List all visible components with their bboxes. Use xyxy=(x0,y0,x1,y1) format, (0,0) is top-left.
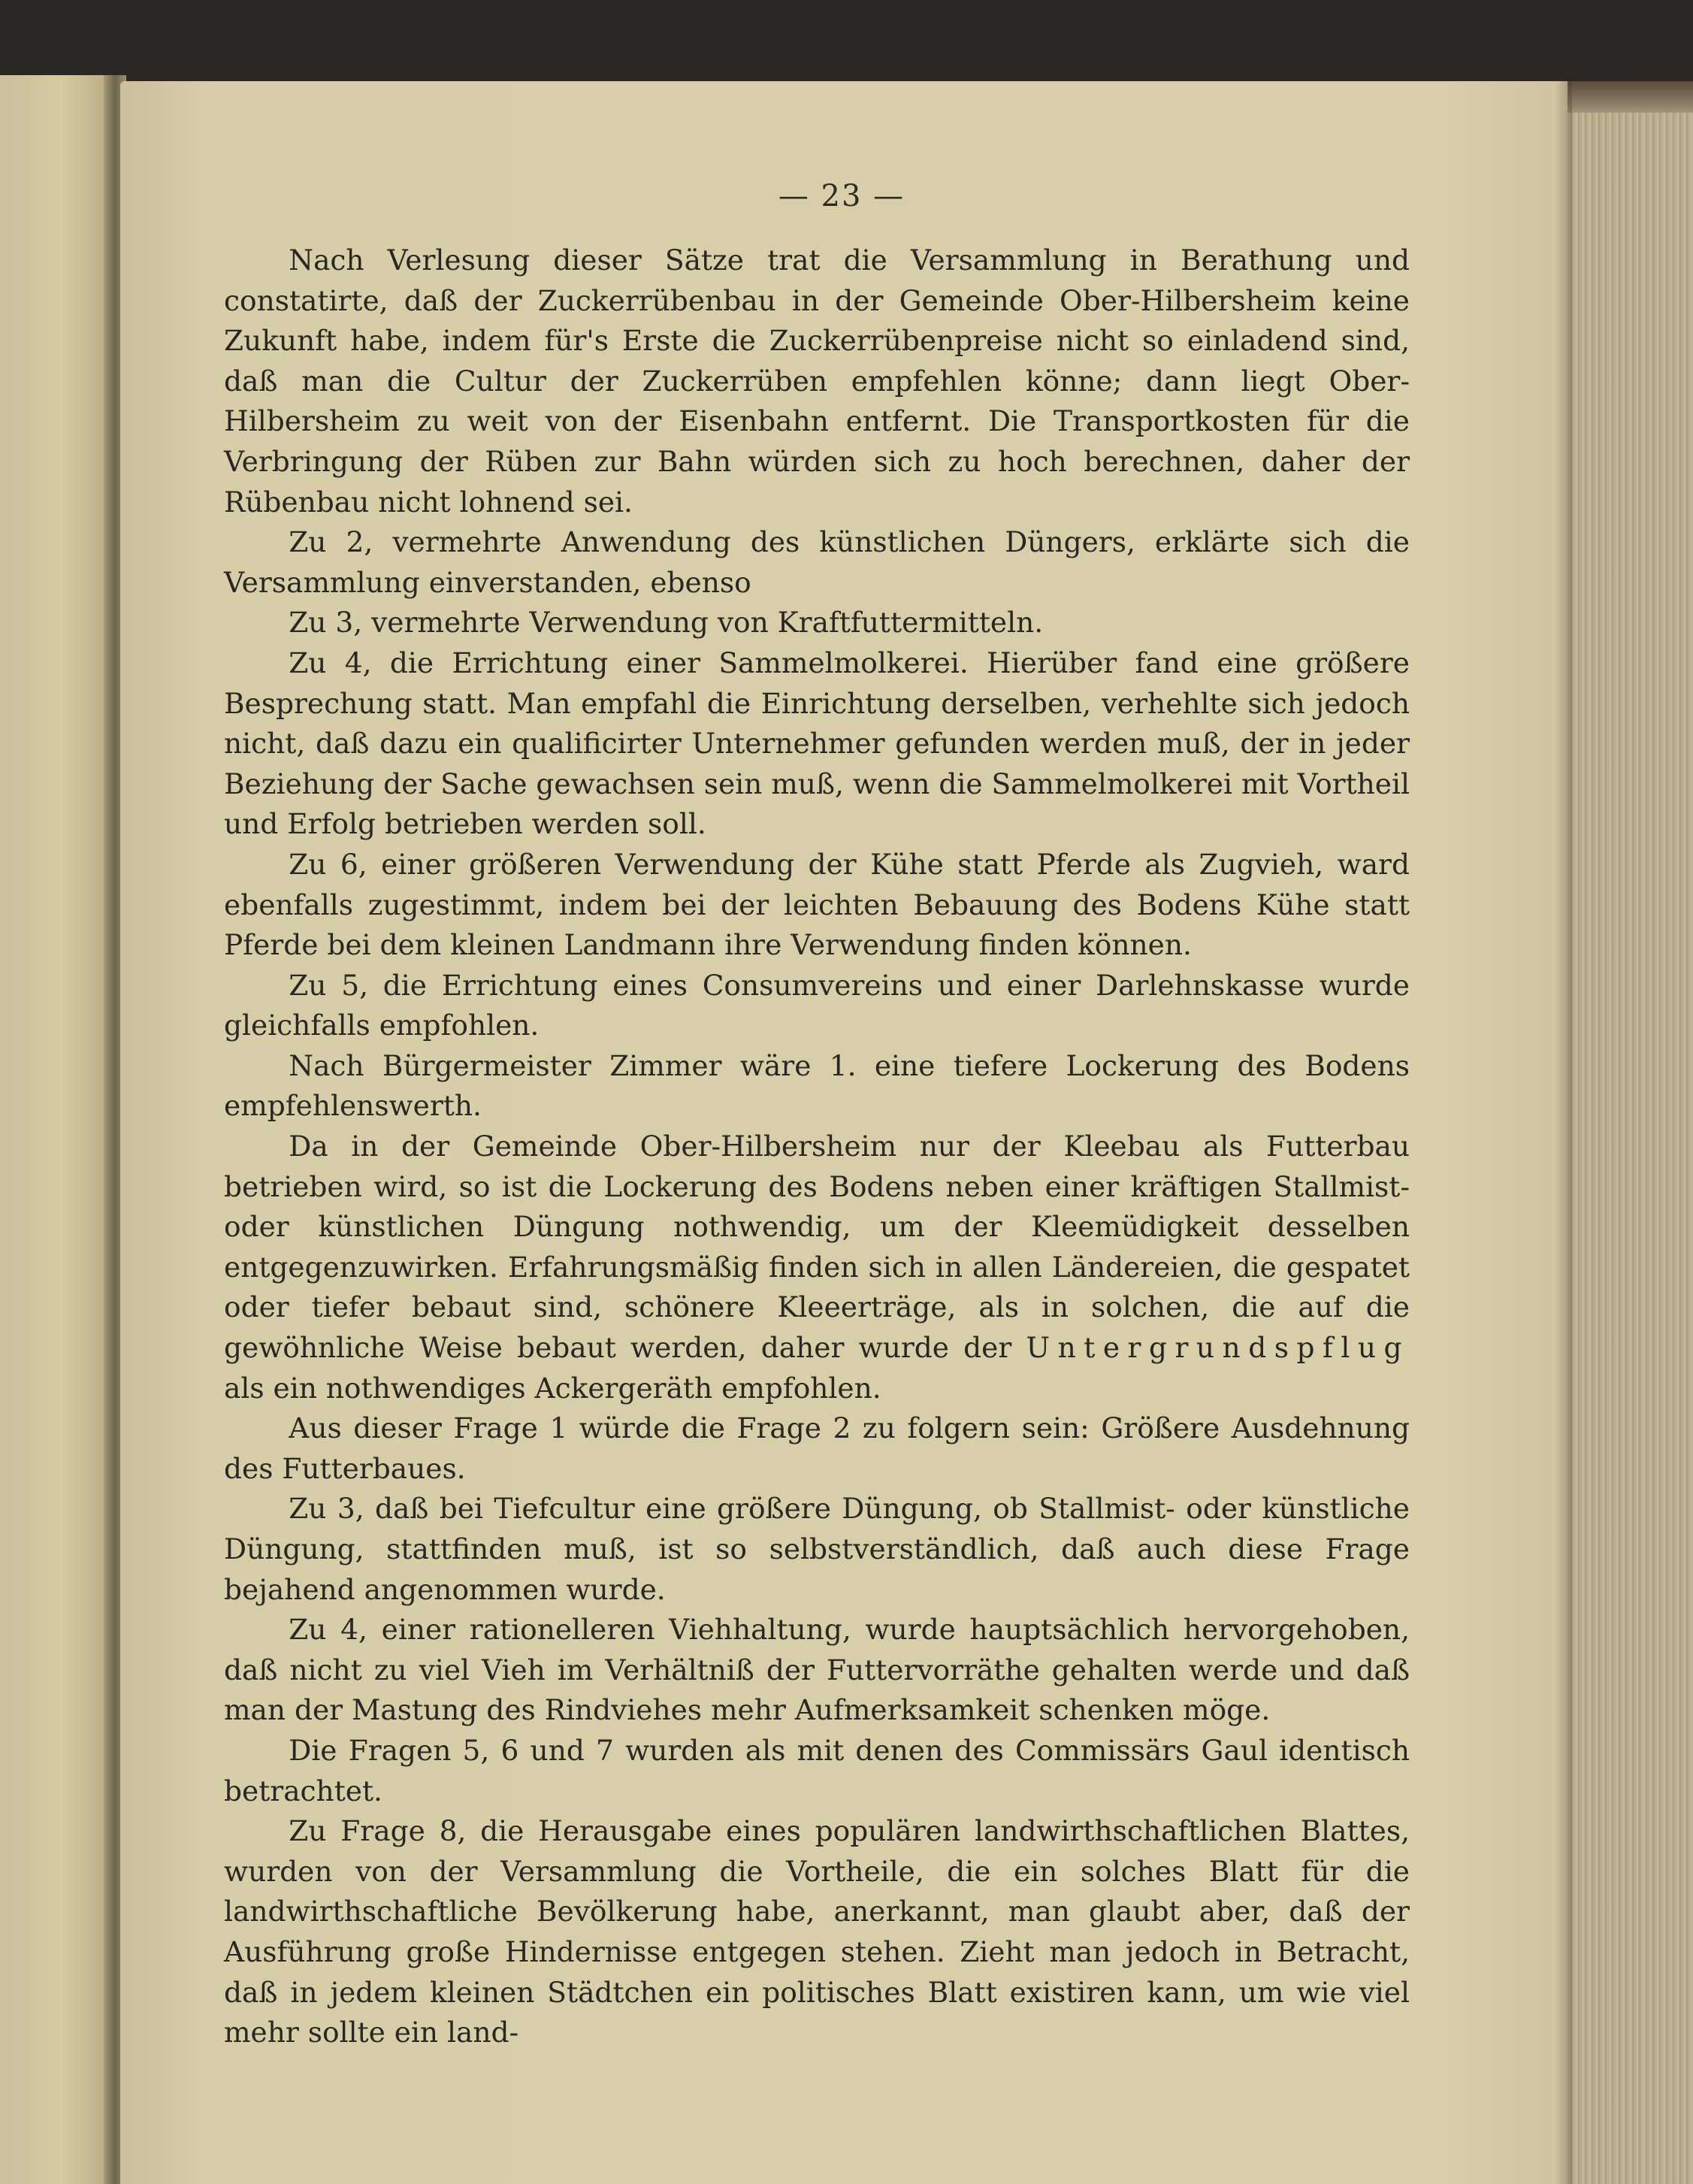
paragraph-6: Zu 5, die Errichtung eines Consumvereins und einer Darlehnskasse wurde gleichfalls empfohlen. xyxy=(224,968,1410,1042)
paragraph-8-text-before: Da in der Gemeinde Ober-Hilbersheim nur der Kleebau als Futterbau betrieben wird, so ist die Lockerung des Bodens neben einer kräftigen Stallmist- oder künstlichen Düngung nothwendig, um der Kleemüdigkeit desselben entgegenzuwirken. Erfahrungsmäßig finden sich in allen Ländereien, die gespatet oder tiefer bebaut sind, schönere Kleeerträge, als in solchen, die auf die gewöhnliche Weise bebaut werden, daher wurde der xyxy=(224,1130,1410,1365)
page-curl-shadow xyxy=(1555,81,1572,2184)
paragraph-8 xyxy=(224,1127,1410,1408)
paragraph-1: Nach Verlesung dieser Sätze trat die Versammlung in Berathung und constatirte, daß der Zuckerrübenbau in der Gemeinde Ober-Hilbersheim keine Zukunft habe, indem für's Erste die Zuckerrübenpreise nicht so einladend sind, daß man die Cultur der Zuckerrüben empfehlen könne; dann liegt Ober-Hilbersheim zu weit von der Eisenbahn entfernt. Die Transportkosten für die Verbringung der Rüben zur Bahn würden sich zu hoch berechnen, daher der Rübenbau nicht lohnend sei. xyxy=(224,244,1410,519)
left-page-edge xyxy=(0,75,111,2184)
page-stack-edge xyxy=(1568,113,1693,2184)
paragraph-11: Zu 4, einer rationelleren Viehhaltung, wurde hauptsächlich hervorgehoben, daß nicht zu viel Vieh im Verhältniß der Futtervorräthe gehalten werde und daß man der Mastung des Rindviehes mehr Aufmerksamkeit schenken möge. xyxy=(224,1613,1410,1727)
paragraph-3: Zu 3, vermehrte Verwendung von Kraftfuttermitteln. xyxy=(289,606,1044,640)
paragraph-5: Zu 6, einer größeren Verwendung der Kühe statt Pferde als Zugvieh, ward ebenfalls zugestimmt, indem bei der leichten Bebauung des Bodens Kühe statt Pferde bei dem kleinen Landmann ihre Verwendung finden können. xyxy=(224,847,1410,962)
page-number: — 23 — xyxy=(778,179,905,213)
body-text xyxy=(224,240,1410,2053)
paragraph-9: Aus dieser Frage 1 würde die Frage 2 zu folgern sein: Größere Ausdehnung des Futterbaues. xyxy=(224,1411,1410,1485)
paragraph-13: Zu Frage 8, die Herausgabe eines populären landwirthschaftlichen Blattes, wurden von der Versammlung die Vortheile, die ein solches Blatt für die landwirthschaftliche Bevölkerung habe, anerkannt, man glaubt aber, daß der Ausführung große Hindernisse entgegen stehen. Zieht man jedoch in Betracht, daß in jedem kleinen Städtchen ein politisches Blatt existiren kann, um wie viel mehr sollte ein land- xyxy=(224,1814,1410,2049)
paragraph-12: Die Fragen 5, 6 und 7 wurden als mit denen des Commissärs Gaul identisch betrachtet. xyxy=(224,1733,1410,1807)
paragraph-8-text-after: als ein nothwendiges Ackergeräth empfohlen. xyxy=(224,1371,881,1405)
paragraph-4: Zu 4, die Errichtung einer Sammelmolkerei. Hierüber fand eine größere Besprechung statt. Man empfahl die Einrichtung derselben, verhehlte sich jedoch nicht, daß dazu ein qualificirter Unternehmer gefunden werden muß, der in jeder Beziehung der Sache gewachsen sein muß, wenn die Sammelmolkerei mit Vortheil und Erfolg betrieben werden soll. xyxy=(224,646,1410,841)
paragraph-7: Nach Bürgermeister Zimmer wäre 1. eine tiefere Lockerung des Bodens empfehlenswerth. xyxy=(224,1048,1410,1123)
emphasized-term: Untergrundspflug xyxy=(1026,1331,1410,1365)
paragraph-2: Zu 2, vermehrte Anwendung des künstlichen Düngers, erklärte sich die Versammlung einverstanden, ebenso xyxy=(224,525,1410,599)
paragraph-10: Zu 3, daß bei Tiefcultur eine größere Düngung, ob Stallmist- oder künstliche Düngung, stattfinden muß, ist so selbstverständlich, daß auch diese Frage bejahend angenommen wurde. xyxy=(224,1492,1410,1606)
